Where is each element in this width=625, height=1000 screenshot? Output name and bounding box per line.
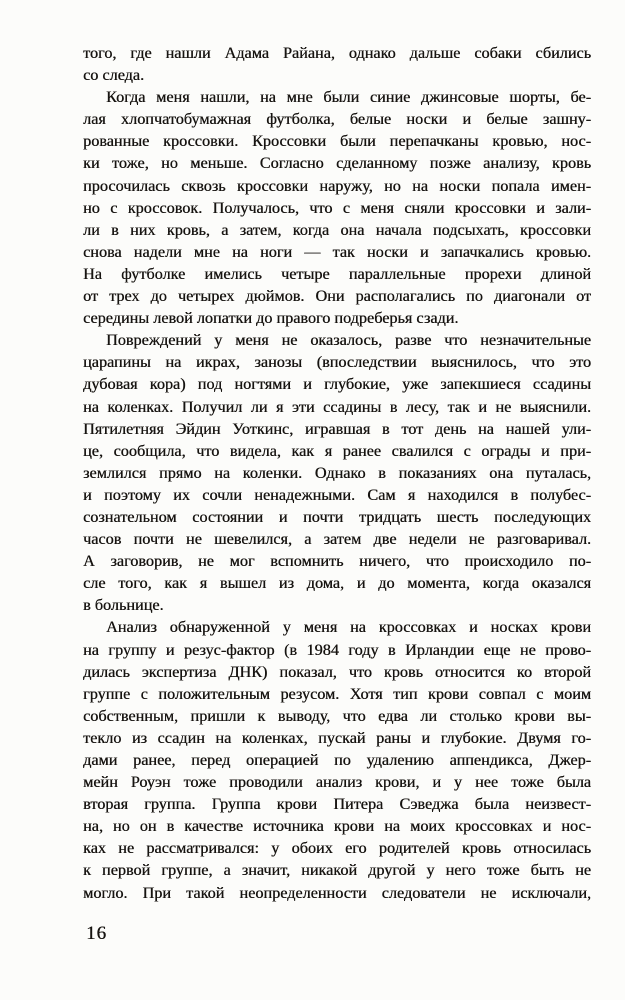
- text-line: ках не рассматривался: у обоих его родителей кровь относилась: [83, 839, 591, 858]
- text-line: Анализ обнаруженной у меня на кроссовках и носках крови: [106, 618, 591, 637]
- text-line: часов почти не шевелился, а затем две недели не разговаривал.: [83, 530, 591, 549]
- text-line: со следа.: [83, 66, 145, 85]
- text-line: Когда меня нашли, на мне были синие джинсовые шорты, бе-: [106, 88, 591, 107]
- text-line: текло из ссадин на коленках, пускай раны и глубокие. Двумя го-: [83, 728, 591, 747]
- text-line: На футболке имелись четыре параллельные прорехи длиной: [83, 264, 591, 283]
- text-line: це, сообщила, что видела, как я ранее свалился с ограды и при-: [83, 441, 591, 460]
- text-line: сле того, как я вышел из дома, и до момента, когда оказался: [83, 574, 591, 593]
- text-line: группе с положительным резусом. Хотя тип крови совпал с моим: [83, 684, 591, 703]
- text-line: дами ранее, перед операцией по удалению аппендикса, Джер-: [83, 751, 591, 769]
- text-line: сознательном состоянии и почти тридцать шесть последующих: [83, 507, 591, 526]
- text-line: и поэтому их сочли ненадежными. Сам я находился в полубес-: [83, 485, 591, 504]
- text-line: на, но он в качестве источника крови на моих кроссовках и нос-: [83, 817, 591, 836]
- text-line: собственным, пришли к выводу, что едва ли столько крови вы-: [83, 706, 591, 725]
- text-line: вторая группа. Группа крови Питера Сэведжа была неизвест-: [83, 795, 591, 814]
- text-line: землился прямо на коленки. Однако в показаниях она путалась,: [83, 463, 591, 482]
- text-line: ли в них кровь, а затем, когда она начала подсыхать, кроссовки: [83, 220, 591, 239]
- page-text: [83, 42, 591, 904]
- text-line: просочилась сквозь кроссовки наружу, но на носки попала имен-: [83, 176, 591, 195]
- text-line: ки тоже, но меньше. Согласно сделанному позже анализу, кровь: [83, 154, 591, 173]
- text-line: на коленках. Получил ли я эти ссадины в лесу, так и не выяснили.: [83, 397, 591, 416]
- text-line: Повреждений у меня не оказалось, разве что незначительные: [106, 331, 591, 350]
- text-line: А заговорив, не мог вспомнить ничего, что происходило по-: [83, 552, 591, 571]
- text-line: дилась экспертиза ДНК) показал, что кровь относится ко второй: [83, 662, 591, 681]
- page-number: 16: [86, 923, 107, 944]
- text-line: середины левой лопатки до правого подреберья сзади.: [83, 309, 459, 328]
- text-line: царапины на икрах, занозы (впоследствии выяснилось, что это: [83, 353, 591, 372]
- text-line: лая хлопчатобумажная футболка, белые носки и белые зашну-: [83, 110, 591, 129]
- text-line: Пятилетняя Эйдин Уоткинс, игравшая в тот день на нашей ули-: [83, 419, 591, 438]
- text-line: снова надели мне на ноги — так носки и запачкались кровью.: [83, 242, 591, 261]
- text-line: к первой группе, а значит, никакой другой у него тоже быть не: [83, 861, 591, 880]
- text-line: в больнице.: [83, 596, 164, 615]
- text-line: мейн Роуэн тоже проводили анализ крови, и у нее тоже была: [83, 773, 591, 792]
- text-line: могло. При такой неопределенности следователи не исключали,: [83, 883, 591, 902]
- text-line: но с кроссовок. Получалось, что с меня сняли кроссовки и зали-: [83, 198, 591, 217]
- text-line: на группу и резус-фактор (в 1984 году в Ирландии еще не прово-: [83, 640, 591, 659]
- text-line: рованные кроссовки. Кроссовки были перепачканы кровью, нос-: [83, 132, 591, 151]
- text-line: того, где нашли Адама Райана, однако дальше собаки сбились: [83, 44, 591, 62]
- text-line: дубовая кора) под ногтями и глубокие, уже запекшиеся ссадины: [83, 375, 591, 394]
- text-line: от трех до четырех дюймов. Они располагались по диагонали от: [83, 287, 591, 306]
